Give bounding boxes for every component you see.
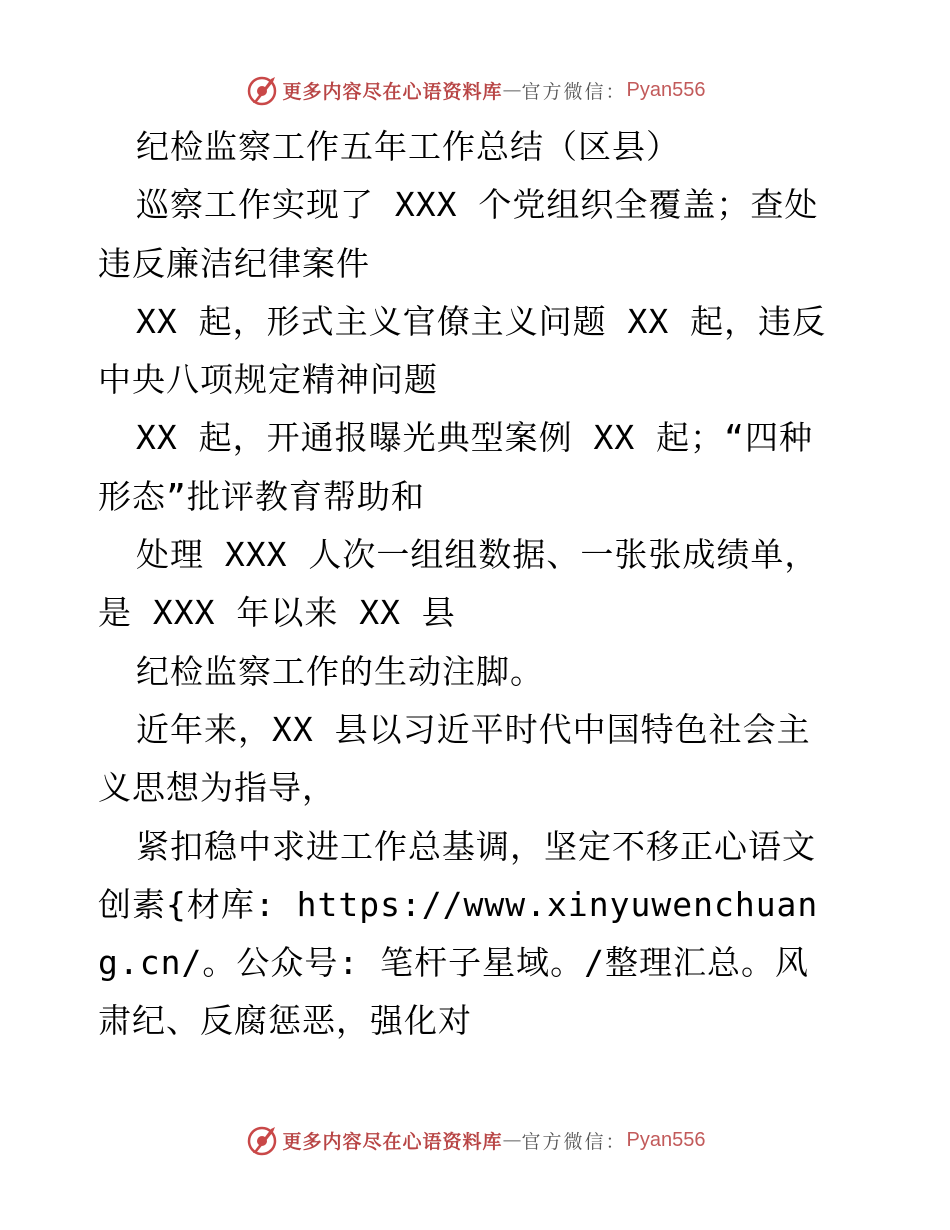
banner-separator: — <box>502 79 522 101</box>
header-banner <box>0 72 950 108</box>
banner-wechat-id: Pyan556 <box>626 78 706 101</box>
quill-logo-icon <box>245 1123 279 1157</box>
banner-separator: — <box>502 1129 522 1151</box>
paragraph: 紧扣稳中求进工作总基调，坚定不移正心语文创素{材库: https://www.xinyuwenchuang.cn/。公众号: 笔杆子星域。/整理汇总。风肃纪、反腐惩恶，强化对 <box>98 826 819 1041</box>
banner-wechat-label: 官方微信： <box>521 1130 627 1153</box>
paragraph: XX 起，形式主义官僚主义问题 XX 起，违反中央八项规定精神问题 <box>98 301 827 400</box>
banner-wechat-id: Pyan556 <box>626 1128 706 1151</box>
paragraph: 巡察工作实现了 XXX 个党组织全覆盖；查处违反廉洁纪律案件 <box>98 185 819 283</box>
paragraph: XX 起，开通报曝光典型案例 XX 起；“四种形态”批评教育帮助和 <box>98 418 813 516</box>
document-title: 纪检监察工作五年工作总结（区县） <box>136 127 680 166</box>
paragraph: 处理 XXX 人次一组组数据、一张张成绩单，是 XXX 年以来 XX 县 <box>98 535 819 633</box>
banner-brand-text: 更多内容尽在心语资料库 <box>282 80 503 103</box>
banner-brand-text: 更多内容尽在心语资料库 <box>282 1130 503 1153</box>
paragraph: 近年来，XX 县以习近平时代中国特色社会主义思想为指导， <box>98 709 811 808</box>
paragraph: 纪检监察工作的生动注脚。 <box>136 651 544 691</box>
document-body <box>98 118 838 1051</box>
quill-logo-icon <box>245 73 279 107</box>
footer-banner <box>0 1122 950 1158</box>
banner-wechat-label: 官方微信： <box>521 80 627 103</box>
